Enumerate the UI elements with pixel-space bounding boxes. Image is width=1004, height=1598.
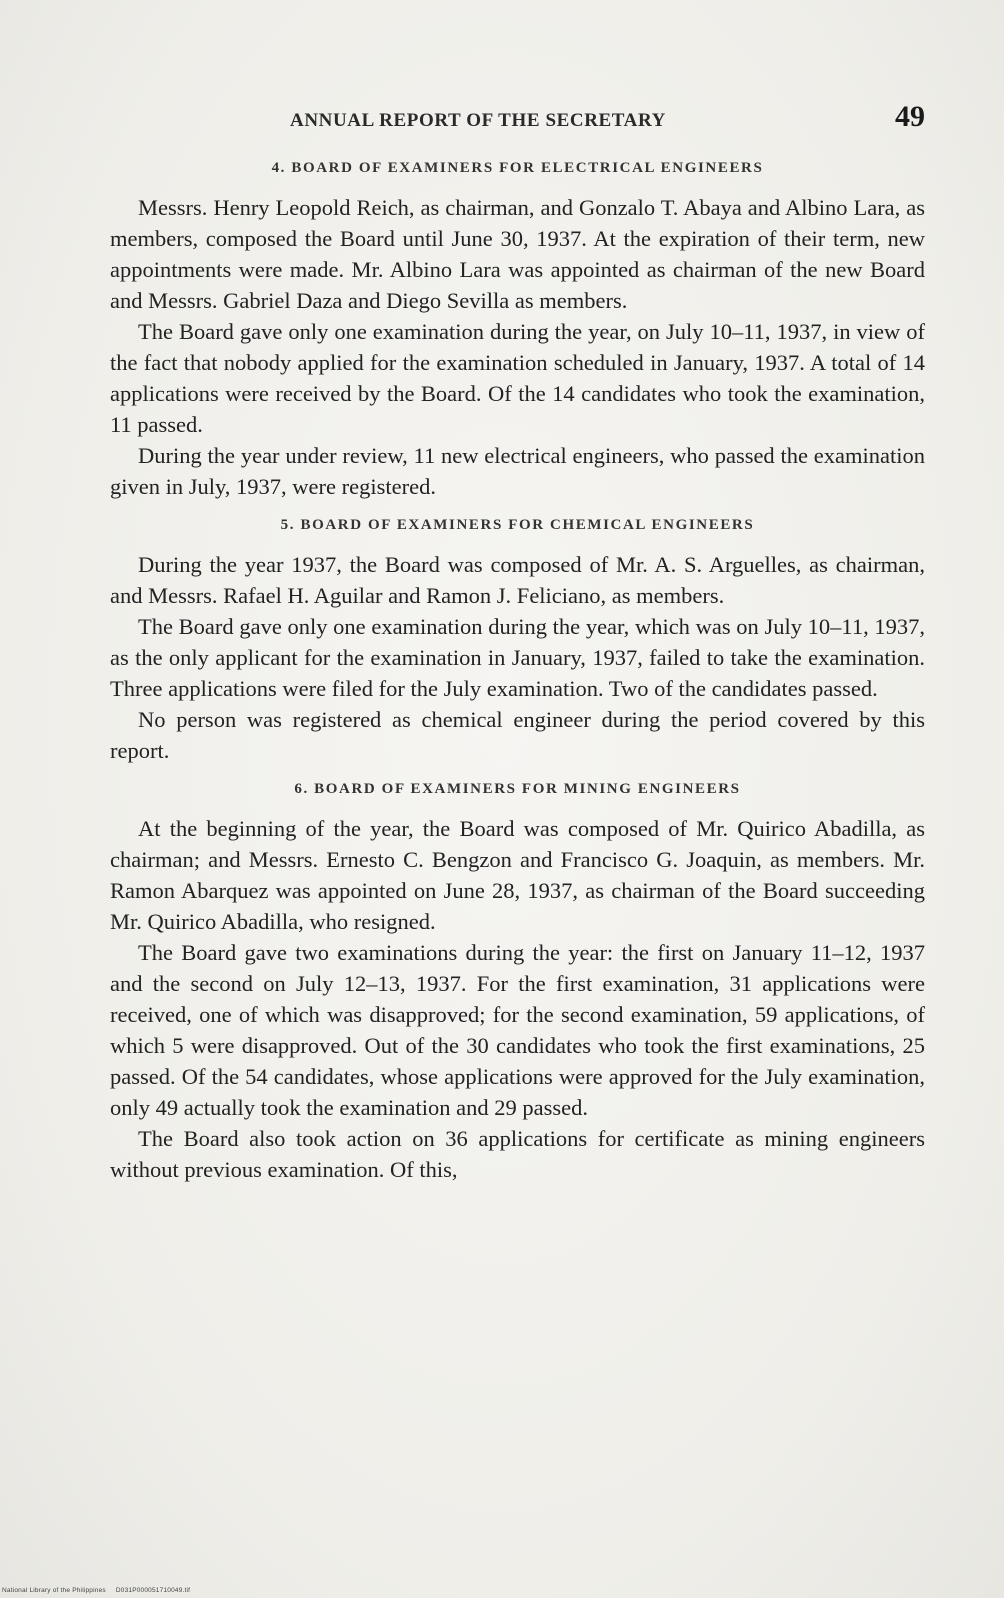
paragraph: No person was registered as chemical engineer during the period covered by this report.	[110, 707, 925, 763]
section-chemical-engineers	[110, 517, 925, 766]
paragraph: Messrs. Henry Leopold Reich, as chairman, and Gonzalo T. Abaya and Albino Lara, as members, composed the Board until June 30, 1937. At the expiration of their term, new appointments were made. Mr. Albino Lara was appointed as chairman of the new Board and Messrs. Gabriel Daza and Diego Sevilla as members.	[110, 195, 925, 313]
footer-library: National Library of the Philippines	[2, 1587, 106, 1594]
section-mining-engineers	[110, 781, 925, 1185]
paragraph: During the year 1937, the Board was composed of Mr. A. S. Arguelles, as chairman, and Messrs. Rafael H. Aguilar and Ramon J. Feliciano, as members.	[110, 552, 925, 608]
page-body	[110, 160, 925, 1200]
paragraph: During the year under review, 11 new electrical engineers, who passed the examination given in July, 1937, were registered.	[110, 443, 925, 499]
section-heading: 6. BOARD OF EXAMINERS FOR MINING ENGINEERS	[294, 781, 741, 797]
section-heading: 4. BOARD OF EXAMINERS FOR ELECTRICAL ENGINEERS	[271, 160, 764, 176]
paragraph: At the beginning of the year, the Board was composed of Mr. Quirico Abadilla, as chairman; and Messrs. Ernesto C. Bengzon and Francisco G. Joaquin, as members. Mr. Ramon Abarquez was appointed on June 28, 1937, as chairman of the Board succeeding Mr. Quirico Abadilla, who resigned.	[110, 816, 925, 934]
paragraph: The Board also took action on 36 applications for certificate as mining engineers without previous examination. Of this,	[110, 1126, 925, 1182]
footer-code: D031P000051710049.tif	[115, 1587, 191, 1594]
section-heading: 5. BOARD OF EXAMINERS FOR CHEMICAL ENGINEERS	[280, 517, 755, 533]
running-head: ANNUAL REPORT OF THE SECRETARY	[290, 110, 666, 131]
section-electrical-engineers	[110, 160, 925, 502]
paragraph: The Board gave only one examination during the year, on July 10–11, 1937, in view of the fact that nobody applied for the examination scheduled in January, 1937. A total of 14 applications were received by the Board. Of the 14 candidates who took the examination, 11 passed.	[110, 319, 925, 437]
paragraph: The Board gave two examinations during the year: the first on January 11–12, 1937 and the second on July 12–13, 1937. For the first examination, 31 applications were received, one of which was disapproved; for the second examination, 59 applications, of which 5 were disapproved. Out of the 30 candidates who took the first examinations, 25 passed. Of the 54 candidates, whose applications were approved for the July examination, only 49 actually took the examination and 29 passed.	[110, 940, 925, 1120]
scan-footer	[2, 1587, 198, 1594]
paragraph: The Board gave only one examination during the year, which was on July 10–11, 1937, as the only applicant for the examination in January, 1937, failed to take the examination. Three applications were filed for the July examination. Two of the candidates passed.	[110, 614, 925, 701]
page-number: 49	[895, 100, 925, 133]
page-header	[110, 100, 925, 140]
